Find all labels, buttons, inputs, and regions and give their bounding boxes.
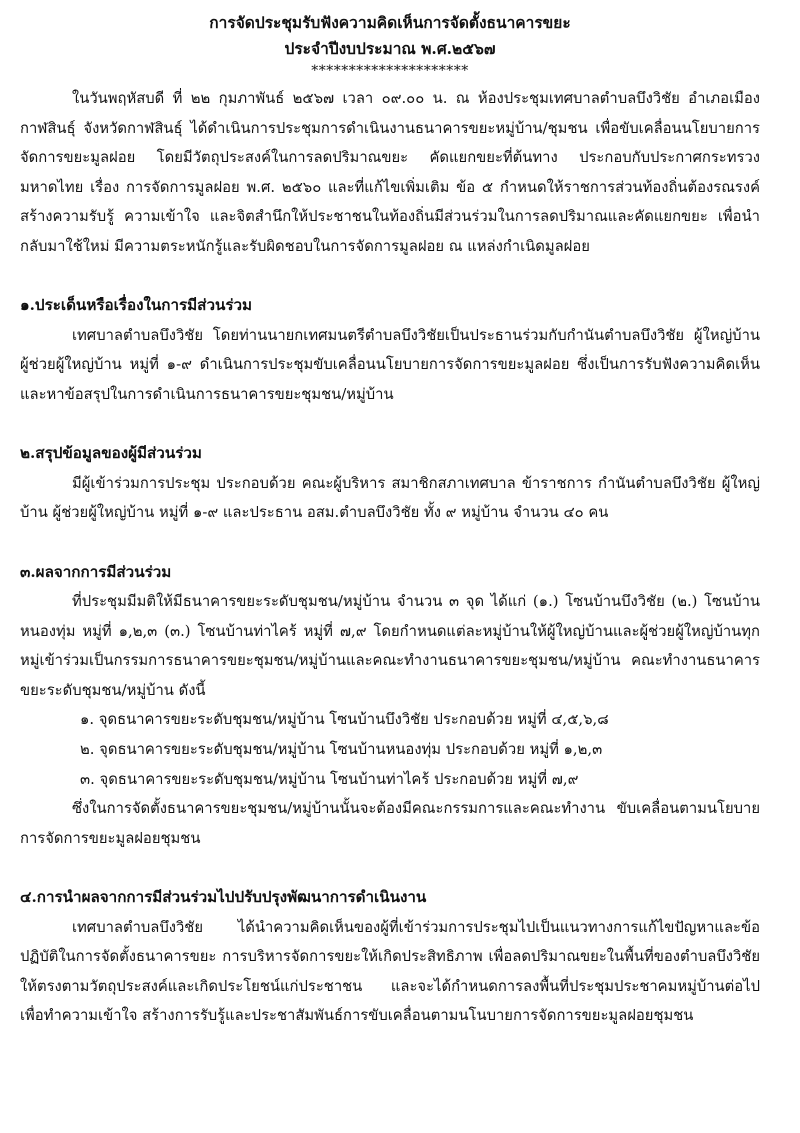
spacer <box>20 262 760 292</box>
title-separator: ********************* <box>311 63 469 79</box>
section-3-list-item-3: ๓. จุดธนาคารขยะระดับชุมชน/หมู่บ้าน โซนบ้านท่าไคร้ ประกอบด้วย หมู่ที่ ๗,๙ <box>80 770 579 788</box>
section-3-list-item-1: ๑. จุดธนาคารขยะระดับชุมชน/หมู่บ้าน โซนบ้านบึงวิชัย ประกอบด้วย หมู่ที่ ๔,๕,๖,๘ <box>80 711 609 729</box>
section-1-heading: ๑.ประเด็นหรือเรื่องในการมีส่วนร่วม <box>20 296 253 315</box>
section-4-heading: ๔.การนำผลจากการมีส่วนร่วมไปปรับปรุงพัฒนาการดำเนินงาน <box>20 888 427 907</box>
section-3-body: ที่ประชุมมีมติให้มีธนาคารขยะระดับชุมชน/หมู่บ้าน จำนวน ๓ จุด ได้แก่ (๑.) โซนบ้านบึงวิชัย (๒.) โซนบ้านหนองทุ่ม หมู่ที่ ๑,๒,๓ (๓.) โซนบ้านท่าไคร้ หมู่ที่ ๗,๙ โดยกำหนดแต่ละหมู่บ้านให้ผู้ใหญ่บ้านและผู้ช่วยผู้ใหญ่บ้านทุกหมู่เข้าร่วมเป็นกรรมการธนาคารขยะชุมชน/หมู่บ้านและคณะทำงานธนาคารขยะชุมชน/หมู่บ้าน คณะทำงานธนาคารขยะระดับชุมชน/หมู่บ้าน ดังนี้ <box>20 593 760 699</box>
spacer <box>20 410 760 440</box>
section-2-body: มีผู้เข้าร่วมการประชุม ประกอบด้วย คณะผู้บริหาร สมาชิกสภาเทศบาล ข้าราชการ กำนันตำบลบึงวิชัย ผู้ใหญ่บ้าน ผู้ช่วยผู้ใหญ่บ้าน หมู่ที่ ๑-๙ และประธาน อสม.ตำบลบึงวิชัย ทั้ง ๙ หมู่บ้าน จำนวน ๔๐ คน <box>20 474 760 522</box>
section-3-list-item-2: ๒. จุดธนาคารขยะระดับชุมชน/หมู่บ้าน โซนบ้านหนองทุ่ม ประกอบด้วย หมู่ที่ ๑,๒,๓ <box>80 741 603 759</box>
section-1-body: เทศบาลตำบลบึงวิชัย โดยท่านนายกเทศมนตรีตำบลบึงวิชัยเป็นประธานร่วมกับกำนันตำบลบึงวิชัย ผู้ใหญ่บ้าน ผู้ช่วยผู้ใหญ่บ้าน หมู่ที่ ๑-๙ ดำเนินการประชุมขับเคลื่อนนโยบายการจัดการขยะมูลฝอย ซึ่งเป็นการรับฟังความคิดเห็นและหาข้อสรุปในการดำเนินการธนาคารขยะชุมชน/หมู่บ้าน <box>20 326 760 403</box>
document-title-line-2: ประจำปีงบประมาณ พ.ศ.๒๕๖๗ <box>284 39 496 58</box>
spacer <box>20 853 760 883</box>
intro-paragraph: ในวันพฤหัสบดี ที่ ๒๒ กุมภาพันธ์ ๒๕๖๗ เวลา ๐๙.๐๐ น. ณ ห้องประชุมเทศบาลตำบลบึงวิชัย อำเภอเมืองกาฬสินธุ์ จังหวัดกาฬสินธุ์ ได้ดำเนินการประชุมการดำเนินงานธนาคารขยะหมู่บ้าน/ชุมชน เพื่อขับเคลื่อนนโยบายการจัดการขยะมูลฝอย โดยมีวัตถุประสงค์ในการลดปริมาณขยะ คัดแยกขยะที่ต้นทาง ประกอบกับประกาศกระทรวงมหาดไทย เรื่อง การจัดการมูลฝอย พ.ศ. ๒๕๖๐ และที่แก้ไขเพิ่มเติม ข้อ ๕ กำหนดให้ราชการส่วนท้องถิ่นต้องรณรงค์สร้างความรับรู้ ความเข้าใจ และจิตสำนึกให้ประชาชนในท้องถิ่นมีส่วนร่วมในการลดปริมาณและคัดแยกขยะ เพื่อนำกลับมาใช้ใหม่ มีความตระหนักรู้และรับผิดชอบในการจัดการมูลฝอย ณ แหล่งกำเนิดมูลฝอย <box>20 90 760 255</box>
spacer <box>20 528 760 558</box>
section-4-body: เทศบาลตำบลบึงวิชัย ได้นำความคิดเห็นของผู้ที่เข้าร่วมการประชุมไปเป็นแนวทางการแก้ไขปัญหาและข้อปฏิบัติในการจัดตั้งธนาคารขยะ การบริหารจัดการขยะให้เกิดประสิทธิภาพ เพื่อลดปริมาณขยะในพื้นที่ของตำบลบึงวิชัย ให้ตรงตามวัตถุประสงค์และเกิดประโยชน์แก่ประชาชน และจะได้กำหนดการลงพื้นที่ประชุมประชาคมหมู่บ้านต่อไป เพื่อทำความเข้าใจ สร้างการรับรู้และประชาสัมพันธ์การขับเคลื่อนตามนโนบายการจัดการขยะมูลฝอยชุมชน <box>20 918 760 1025</box>
document-title-line-1: การจัดประชุมรับฟังความคิดเห็นการจัดตั้งธนาคารขยะ <box>209 13 571 32</box>
section-2-heading: ๒.สรุปข้อมูลของผู้มีส่วนร่วม <box>20 444 202 463</box>
section-3-closing: ซึ่งในการจัดตั้งธนาคารขยะชุมชน/หมู่บ้านนั้นจะต้องมีคณะกรรมการและคณะทำงาน ขับเคลื่อนตามนโยบายการจัดการขยะมูลฝอยชุมชน <box>20 800 760 847</box>
section-3-heading: ๓.ผลจากการมีส่วนร่วม <box>20 562 172 581</box>
